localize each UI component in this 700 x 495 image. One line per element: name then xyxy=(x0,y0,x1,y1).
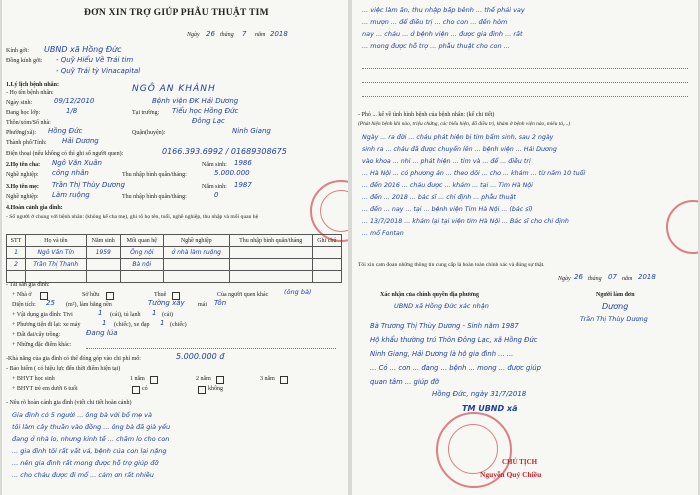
mother-job-label: Nghề nghiệp: xyxy=(6,194,39,200)
father-job: công nhân xyxy=(52,169,89,177)
other-label: + Những đặc điểm khác: xyxy=(12,342,72,348)
table-cell xyxy=(163,259,229,271)
chairman-title: CHỦ TỊCH xyxy=(502,458,538,466)
dob: 09/12/2010 xyxy=(54,97,95,105)
bhyt-child-label: + BHYT trẻ em dưới 6 tuổi xyxy=(12,386,78,392)
top-line: ... mong được hỗ trợ ... phẫu thuật cho con ... xyxy=(362,42,510,50)
phone-value: 0166.393.6992 / 01689308675 xyxy=(162,147,287,156)
household-question: - Số người ở chung với bệnh nhân: (không kể cha mẹ), ghi rõ họ tên, tuổi, nghề nghiệp, thu nhập và mối quan hệ xyxy=(6,214,259,220)
sign-month: 07 xyxy=(608,273,617,281)
fridge-count: 1 xyxy=(152,309,157,317)
history-line: ... đến ... 2018 ... bác sĩ ... chỉ định ... phẫu thuật xyxy=(362,194,516,201)
blank-line xyxy=(362,82,688,83)
history-line: ... đến ... nay ... tại ... bệnh viện Tim Hà Nội ... (bác sĩ) xyxy=(362,206,533,213)
reason-line: Gia đình có 5 người ... ông bà với bố mẹ và xyxy=(12,411,152,419)
land-value: Đang lúa xyxy=(86,329,118,337)
three-years-checkbox[interactable] xyxy=(280,376,288,384)
district-value: Ninh Giang xyxy=(232,127,271,135)
father-label: 2.Họ tên cha: xyxy=(6,162,41,168)
date-prefix: Ngày xyxy=(187,32,200,38)
hometown-value: Đông Lạc xyxy=(192,117,225,125)
reason-line: ... cho cháu được đi mổ ... cảm ơn rất nhiều xyxy=(12,471,154,479)
form-title: ĐƠN XIN TRỢ GIÚP PHẪU THUẬT TIM xyxy=(84,8,269,18)
insurance-label: - Bảo hiểm ( có hiệu lực đến thời điểm hiện tại) xyxy=(6,366,121,372)
roof-label: mái xyxy=(198,302,207,308)
three-years-label: 3 năm xyxy=(260,376,275,382)
greeting-value: UBND xã Hồng Đức xyxy=(44,45,122,54)
relative-label: Của người quen khác xyxy=(217,292,269,298)
col-header: Mối quan hệ xyxy=(120,235,163,247)
cc-value-2: - Quỹ Trái tỳ Vinacapital xyxy=(56,67,141,75)
two-years-checkbox[interactable] xyxy=(216,376,224,384)
table-cell xyxy=(312,247,341,259)
table-cell: 2 xyxy=(7,259,26,271)
phone-label: Điện thoại (nếu không có thì ghi số người quen): xyxy=(6,151,124,157)
two-years-label: 2 năm xyxy=(196,376,211,382)
roof-value: Tôn xyxy=(214,299,227,307)
ward-label: Phường(xã): xyxy=(6,130,37,136)
patient-name-label: - Họ tên bệnh nhân: xyxy=(6,90,54,96)
mother-income-label: Thu nhập bình quân/tháng: xyxy=(122,194,187,200)
confirm-line: quan tâm ... giúp đỡ xyxy=(370,378,439,386)
table-cell xyxy=(229,247,312,259)
district-label: Quận(huyện): xyxy=(132,130,166,136)
table-cell xyxy=(312,259,341,271)
hospital-note: Bệnh viện ĐK Hải Dương xyxy=(152,97,239,105)
bhyt-student-label: + BHYT học sinh xyxy=(12,376,55,382)
greeting-label: Kính gởi: xyxy=(6,48,30,54)
yes-label: có xyxy=(142,386,148,392)
father-year-label: Năm sinh: xyxy=(202,162,227,168)
date-month: 7 xyxy=(242,30,247,38)
one-year-checkbox[interactable] xyxy=(150,376,158,384)
bicycle-unit: (chiếc) xyxy=(170,322,187,328)
history-sub: (Phát hiện bệnh khi nào, triệu chứng, các biểu hiện, đã điều trị, khám ở bệnh viện nào, miêu tả,...) xyxy=(358,121,571,127)
confirm-line: Ninh Giang, Hải Dương là hộ gia đình ... ... xyxy=(370,350,514,358)
dob-label: Ngày sinh: xyxy=(6,100,33,106)
cc-label: Đồng kính gởi: xyxy=(6,58,43,64)
cc-value-1: - Quỹ Hiểu Về Trái tim xyxy=(56,56,134,64)
vehicle-label: + Phương tiện đi lại: xe máy xyxy=(12,322,81,328)
table-cell: ở nhà làm ruộng xyxy=(163,247,229,259)
sign-day: 26 xyxy=(574,273,583,281)
household-table-header xyxy=(7,235,342,247)
mother-income: 0 xyxy=(214,191,219,199)
col-header: STT xyxy=(7,235,26,247)
col-header: Thu nhập bình quân/tháng xyxy=(229,235,312,247)
blank-line xyxy=(362,96,688,97)
top-line: ... việc làm ăn, thu nhập bấp bênh ... thế phải vay xyxy=(362,6,525,14)
table-cell xyxy=(86,259,120,271)
section-1-heading: 1.Lý lịch bệnh nhân: xyxy=(6,82,60,88)
top-line: nay ... cháu ... ở bệnh viện ... được gia đình ... rất xyxy=(362,30,523,38)
table-cell: Bà nội xyxy=(120,259,163,271)
col-header: Ghi chú xyxy=(312,235,341,247)
top-line: ... mượn ... để điều trị ... cho con ... đến hôm xyxy=(362,18,508,26)
house-label: + Nhà ở xyxy=(12,292,32,298)
fridge-unit: (cái) xyxy=(162,312,173,318)
no-label: không xyxy=(208,386,223,392)
table-row xyxy=(7,271,342,283)
class-label: Đang học lớp: xyxy=(6,110,41,116)
history-line: ... đến 2016 ... cháu được ... khám ... tại ... Tim Hà Nội xyxy=(362,182,533,189)
father-year: 1986 xyxy=(234,159,252,167)
mother-year: 1987 xyxy=(234,181,252,189)
table-cell: 1 xyxy=(7,247,26,259)
application-form-page-right xyxy=(352,0,698,495)
history-line: ... 13/7/2018 ... khám lại tại viện tim Hà Nội ... Bác sĩ cho chỉ định xyxy=(362,218,569,225)
tivi-count: 1 xyxy=(98,309,103,317)
father-income: 5.000.000 xyxy=(214,169,250,177)
bicycle-count: 1 xyxy=(160,319,165,327)
sign-year: 2018 xyxy=(638,273,656,281)
confirm-line: Hộ khẩu thường trú Thôn Đông Lạc, xã Hồng Đức xyxy=(370,336,538,344)
confirm-line: Bà Trương Thị Thùy Dương - Sinh năm 1987 xyxy=(370,322,519,330)
mother-name: Trần Thị Thùy Dương xyxy=(52,181,125,189)
date-month-label: tháng xyxy=(220,32,234,38)
table-cell: Trần Thị Thanh xyxy=(26,259,87,271)
fridge-label: (cái), tủ lạnh xyxy=(110,312,141,318)
table-cell xyxy=(229,259,312,271)
commitment-text: Tôi xin cam đoan những thông tin cung cấp là hoàn toàn chính xác và đúng sự thật. xyxy=(358,262,545,268)
commune-stamp-inner-icon xyxy=(448,424,498,474)
chairman-name: Nguyễn Quý Chiều xyxy=(480,470,542,479)
child-no-checkbox[interactable] xyxy=(198,386,206,394)
reason-line: đang ở nhà lo, nhưng kinh tế ... chăm lo cho con xyxy=(12,435,170,443)
applicant-name: Trần Thị Thùy Dương xyxy=(580,315,648,323)
section-4-heading: 4.Hoàn cảnh gia đình: xyxy=(6,205,63,211)
blank-line xyxy=(362,68,688,69)
application-form-page-left xyxy=(2,0,348,495)
ability-label: -Khả năng của gia đình có thể đóng góp vào chi phí mổ: xyxy=(6,356,141,362)
assets-title: - Tài sản gia đình: xyxy=(6,282,50,288)
side-stamp-icon xyxy=(666,200,698,254)
items-label: + Vật dụng gia đình: Tivi xyxy=(12,312,73,318)
applicant-signature: Dương xyxy=(602,302,629,311)
own-label: Sở hữu xyxy=(82,292,100,298)
sign-year-label: năm xyxy=(622,276,633,282)
history-line: sinh ra ... cháu đã được chuyển lên ... bệnh viện ... Hải Dương xyxy=(362,146,557,153)
area-unit: (m²), làm bằng nền xyxy=(66,302,112,308)
confirm-line: ... Có ... con ... đang ... bệnh ... mong ... được giúp xyxy=(370,364,541,372)
reason-line: ... nên gia đình rất mong được hỗ trợ giúp đỡ xyxy=(12,459,159,467)
col-header: Họ và tên xyxy=(26,235,87,247)
confirm-date: Hồng Đức, ngày 31/7/2018 xyxy=(432,390,527,398)
applicant-label: Người làm đơn xyxy=(596,292,635,298)
date-year: 2018 xyxy=(270,30,288,38)
hometown-label: Thôn/xóm/Số nhà: xyxy=(6,120,51,126)
reason-line: tôi làm cây thuần vào đồng ... ông bà đã già yếu xyxy=(12,423,171,431)
history-line: Ngày ... ra đời ... cháu phát hiện bị tim bẩm sinh, sau 2 ngày xyxy=(362,134,554,141)
patient-name: NGÔ AN KHÁNH xyxy=(132,84,216,94)
mother-job: Làm ruộng xyxy=(52,191,90,199)
motorbike-count: 1 xyxy=(102,319,107,327)
table-row xyxy=(7,259,342,271)
table-cell: Ông nội xyxy=(120,247,163,259)
local-auth-label: Xác nhận của chính quyền địa phương xyxy=(380,292,479,298)
father-income-label: Thu nhập bình quân/tháng: xyxy=(122,172,187,178)
ability-value: 5.000.000 đ xyxy=(176,352,225,361)
city-value: Hải Dương xyxy=(62,137,99,145)
table-cell: Ngô Văn Tín xyxy=(26,247,87,259)
confirm-org: TM UBND xã xyxy=(462,404,518,413)
date-year-label: năm xyxy=(255,32,266,38)
reason-label: - Nêu rõ hoàn cảnh gia đình (viết chi tiết hoàn cảnh) xyxy=(6,400,132,406)
school-value: Tiểu học Hồng Đức xyxy=(172,107,239,115)
city-label: Thành phố/Tỉnh: xyxy=(6,140,47,146)
history-label: - Phỏ ... kể về tình hình bệnh của bệnh nhân: (kể chi tiết) xyxy=(358,112,495,118)
mother-label: 3.Họ tên mẹ: xyxy=(6,184,39,190)
wall-material: Tường xây xyxy=(148,299,185,307)
one-year-label: 1 năm xyxy=(130,376,145,382)
area-value: 25 xyxy=(46,299,55,307)
table-row xyxy=(7,247,342,259)
house-rent-checkbox[interactable] xyxy=(106,292,114,300)
area-label: Diện tích: xyxy=(12,302,36,308)
col-header: Năm sinh xyxy=(86,235,120,247)
land-label: + Đất đai/cây trồng: xyxy=(12,332,61,338)
history-line: ... Hà Nội ... có phương án ... theo dõi ... cho ... khám ... từ năm 10 tuổi xyxy=(362,170,586,177)
father-job-label: Nghề nghiệp: xyxy=(6,172,39,178)
history-line: vào khoa ... nhi ... phát hiện ... tim và ... để ... điều trị xyxy=(362,158,531,165)
father-name: Ngô Văn Xuân xyxy=(52,159,102,167)
relative-note: (ông bà) xyxy=(284,288,312,296)
date-day: 26 xyxy=(206,30,215,38)
school-label: Tại trường: xyxy=(132,110,160,116)
history-line: ... mổ Fontan xyxy=(362,230,404,237)
local-auth-value: UBND xã Hồng Đức xác nhận xyxy=(394,302,489,310)
table-cell: 1959 xyxy=(86,247,120,259)
sign-date-prefix: Ngày xyxy=(558,276,571,282)
class-value: 1/8 xyxy=(66,107,78,115)
reason-line: ... gia đình tôi rất vất vả, bệnh của con lại nặng xyxy=(12,447,167,455)
col-header: Nghề nghiệp xyxy=(163,235,229,247)
ward-value: Hồng Đức xyxy=(48,127,83,135)
child-yes-checkbox[interactable] xyxy=(132,386,140,394)
sign-month-label: tháng xyxy=(588,276,602,282)
household-table xyxy=(6,234,342,283)
mother-year-label: Năm sinh: xyxy=(202,184,227,190)
rent-label: Thuê xyxy=(154,292,167,298)
other-line xyxy=(86,348,336,349)
bicycle-label: (chiếc), xe đạp xyxy=(114,322,150,328)
